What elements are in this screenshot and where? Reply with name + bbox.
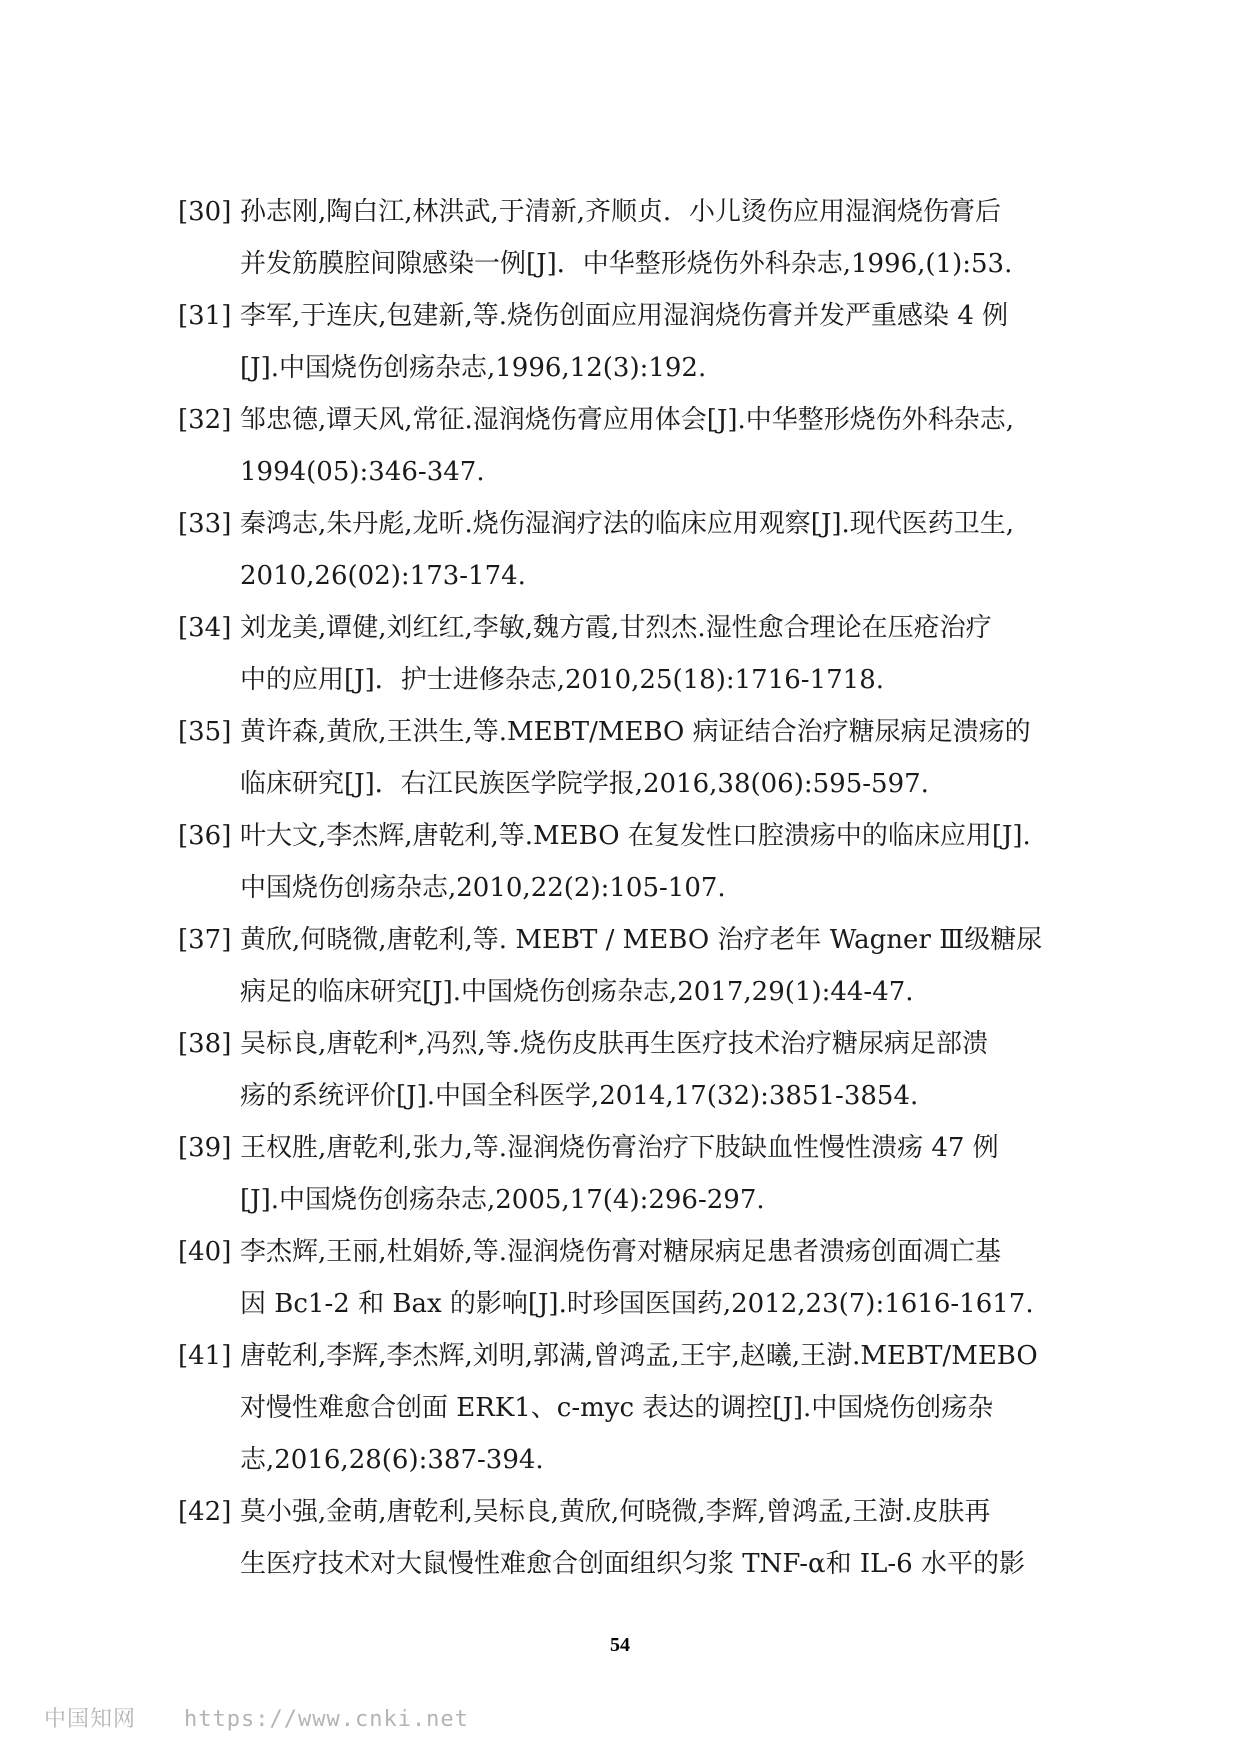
reference-line: 生医疗技术对大鼠慢性难愈合创面组织匀浆 TNF-α和 IL-6 水平的影 xyxy=(240,1549,1025,1579)
reference-item xyxy=(178,706,1098,810)
reference-line: [J].中国烧伤创疡杂志,2005,17(4):296-297. xyxy=(240,1185,765,1215)
reference-line: 刘龙美,谭健,刘红红,李敏,魏方霞,甘烈杰.湿性愈合理论在压疮治疗 xyxy=(240,613,992,643)
reference-text xyxy=(240,810,1098,914)
reference-item xyxy=(178,1122,1098,1226)
reference-text xyxy=(240,914,1098,1018)
reference-item xyxy=(178,498,1098,602)
reference-text xyxy=(240,1330,1098,1486)
reference-text xyxy=(240,602,1098,706)
reference-line: 中的应用[J]．护士进修杂志,2010,25(18):1716-1718. xyxy=(240,665,885,695)
reference-line: 叶大文,李杰辉,唐乾利,等.MEBO 在复发性口腔溃疡中的临床应用[J]. xyxy=(240,821,1031,851)
reference-line: 王权胜,唐乾利,张力,等.湿润烧伤膏治疗下肢缺血性慢性溃疡 47 例 xyxy=(240,1133,999,1163)
reference-item xyxy=(178,1486,1098,1590)
reference-text xyxy=(240,394,1098,498)
reference-line: 志,2016,28(6):387-394. xyxy=(240,1445,544,1475)
reference-text xyxy=(240,1226,1098,1330)
reference-number: [35] xyxy=(178,717,232,747)
reference-number: [33] xyxy=(178,509,232,539)
reference-text xyxy=(240,290,1098,394)
reference-item xyxy=(178,810,1098,914)
reference-line: 秦鸿志,朱丹彪,龙昕.烧伤湿润疗法的临床应用观察[J].现代医药卫生, xyxy=(240,509,1015,539)
reference-number: [37] xyxy=(178,925,232,955)
watermark-site-name: 中国知网 xyxy=(44,1707,137,1732)
reference-number: [36] xyxy=(178,821,232,851)
page-number: 54 xyxy=(610,1634,630,1656)
reference-line: 黄欣,何晓微,唐乾利,等. MEBT / MEBO 治疗老年 Wagner Ⅲ级糖尿 xyxy=(240,925,1043,955)
reference-line: 唐乾利,李辉,李杰辉,刘明,郭满,曾鸿孟,王宇,赵曦,王澍.MEBT/MEBO xyxy=(240,1341,1038,1371)
reference-item xyxy=(178,186,1098,290)
reference-number: [38] xyxy=(178,1029,232,1059)
reference-line: 对慢性难愈合创面 ERK1、c-myc 表达的调控[J].中国烧伤创疡杂 xyxy=(240,1393,994,1423)
reference-line: [J].中国烧伤创疡杂志,1996,12(3):192. xyxy=(240,353,707,383)
reference-line: 中国烧伤创疡杂志,2010,22(2):105-107. xyxy=(240,873,726,903)
reference-item xyxy=(178,290,1098,394)
reference-line: 吴标良,唐乾利*,冯烈,等.烧伤皮肤再生医疗技术治疗糖尿病足部溃 xyxy=(240,1029,989,1059)
reference-text xyxy=(240,1486,1098,1590)
reference-item xyxy=(178,1018,1098,1122)
reference-line: 并发筋膜腔间隙感染一例[J]．中华整形烧伤外科杂志,1996,(1):53. xyxy=(240,249,1013,279)
reference-item xyxy=(178,1330,1098,1486)
reference-number: [34] xyxy=(178,613,232,643)
reference-line: 李军,于连庆,包建新,等.烧伤创面应用湿润烧伤膏并发严重感染 4 例 xyxy=(240,301,1009,331)
reference-number: [31] xyxy=(178,301,232,331)
reference-text xyxy=(240,706,1098,810)
reference-text xyxy=(240,186,1098,290)
reference-item xyxy=(178,914,1098,1018)
reference-line: 疡的系统评价[J].中国全科医学,2014,17(32):3851-3854. xyxy=(240,1081,919,1111)
cnki-watermark xyxy=(44,1702,469,1733)
reference-number: [41] xyxy=(178,1341,232,1371)
reference-item xyxy=(178,394,1098,498)
reference-line: 李杰辉,王丽,杜娟娇,等.湿润烧伤膏对糖尿病足患者溃疡创面凋亡基 xyxy=(240,1237,1002,1267)
reference-line: 2010,26(02):173-174. xyxy=(240,561,526,591)
reference-line: 黄许森,黄欣,王洪生,等.MEBT/MEBO 病证结合治疗糖尿病足溃疡的 xyxy=(240,717,1031,747)
reference-text xyxy=(240,1122,1098,1226)
reference-line: 病足的临床研究[J].中国烧伤创疡杂志,2017,29(1):44-47. xyxy=(240,977,914,1007)
reference-number: [32] xyxy=(178,405,232,435)
reference-line: 孙志刚,陶白江,林洪武,于清新,齐顺贞．小儿烫伤应用湿润烧伤膏后 xyxy=(240,197,1002,227)
reference-number: [39] xyxy=(178,1133,232,1163)
reference-item xyxy=(178,602,1098,706)
reference-line: 莫小强,金萌,唐乾利,吴标良,黄欣,何晓微,李辉,曾鸿孟,王澍.皮肤再 xyxy=(240,1497,991,1527)
reference-number: [40] xyxy=(178,1237,232,1267)
reference-line: 因 Bc1-2 和 Bax 的影响[J].时珍国医国药,2012,23(7):1616-1617. xyxy=(240,1289,1034,1319)
reference-text xyxy=(240,1018,1098,1122)
reference-item xyxy=(178,1226,1098,1330)
reference-line: 1994(05):346-347. xyxy=(240,457,485,487)
reference-list xyxy=(178,186,1098,1590)
reference-number: [42] xyxy=(178,1497,232,1527)
reference-line: 邹忠德,谭天风,常征.湿润烧伤膏应用体会[J].中华整形烧伤外科杂志, xyxy=(240,405,1015,435)
reference-line: 临床研究[J]．右江民族医学院学报,2016,38(06):595-597. xyxy=(240,769,929,799)
reference-number: [30] xyxy=(178,197,232,227)
reference-text xyxy=(240,498,1098,602)
watermark-url: https://www.cnki.net xyxy=(184,1707,469,1732)
